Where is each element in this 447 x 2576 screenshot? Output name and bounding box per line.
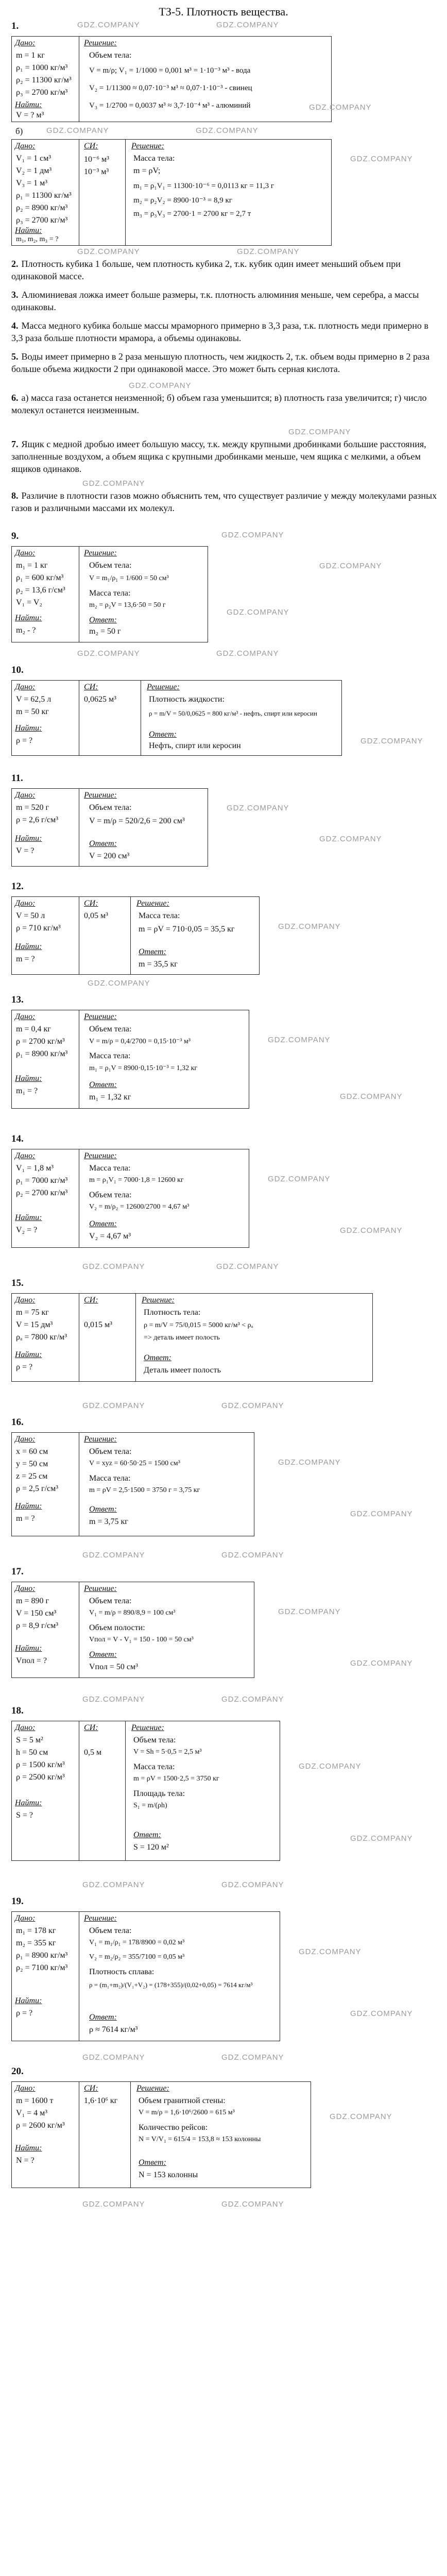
solution-line: ρ = m/V = 50/0,0625 = 800 кг/м³ - нефть, спирт или керосин xyxy=(149,709,317,717)
si-line: 0,0625 м³ xyxy=(84,695,116,704)
otvet-label: Ответ: xyxy=(144,1353,171,1362)
dano-label: Дано: xyxy=(15,549,36,557)
problem-10-number: 10. xyxy=(11,665,24,675)
reshenie-label: Решение: xyxy=(84,39,117,47)
watermark: GDZ.COMPANY xyxy=(88,979,150,988)
watermark: GDZ.COMPANY xyxy=(268,1036,331,1044)
otvet-label: Ответ: xyxy=(139,947,166,956)
dano-label: Дано: xyxy=(15,683,36,691)
given-line: ρ₂ = 13,6 г/см³ xyxy=(16,586,65,595)
given-line: m = 1 кг xyxy=(16,51,45,60)
otvet-label: Ответ: xyxy=(89,1650,117,1659)
watermark: GDZ.COMPANY xyxy=(319,835,382,843)
text-answer: 6. а) масса газа останется неизменной; б) объем газа уменьшится; в) плотность газа увеличится; г) число молекул останется неизменным. xyxy=(11,393,427,415)
solution-line: Масса тела: xyxy=(139,911,180,920)
solution-line: m₂ = ρ₂V₂ = 8900·10⁻³ = 8,9 кг xyxy=(133,196,232,205)
find-line: m = ? xyxy=(16,955,35,963)
answer-line: Деталь имеет полость xyxy=(144,1366,221,1375)
solution-line: m = ρV = 710·0,05 = 35,5 кг xyxy=(139,925,235,934)
solution-line: Объем тела: xyxy=(89,1447,132,1456)
answer-line: m₂ = 50 г xyxy=(89,627,121,636)
given-line: V₁ = 4 м³ xyxy=(16,2109,48,2117)
solution-line: Количество рейсов: xyxy=(139,2123,208,2132)
problem-13-number: 13. xyxy=(11,994,24,1005)
given-line: ρ₁ = 8900 кг/м³ xyxy=(16,1951,68,1960)
watermark: GDZ.COMPANY xyxy=(82,1262,145,1271)
reshenie-label: Решение: xyxy=(84,549,117,557)
problem-17-solution-box xyxy=(11,1582,254,1678)
problem-9-number: 9. xyxy=(11,531,19,541)
problem-18-number: 18. xyxy=(11,1705,24,1716)
answer-line: S = 120 м² xyxy=(133,1843,169,1852)
reshenie-label: Решение: xyxy=(136,2084,169,2093)
reshenie-label: Решение: xyxy=(84,791,117,800)
solution-line: V = m/ρ = 0,4/2700 = 0,15·10⁻³ м³ xyxy=(89,1038,191,1045)
otvet-label: Ответ: xyxy=(89,1505,117,1514)
naiti-label: Найти: xyxy=(15,1074,42,1083)
sub-label: б) xyxy=(15,126,23,136)
given-line: ρ = 1500 кг/м³ xyxy=(16,1760,65,1769)
solution-line: V₂ = m/ρ₂ = 12600/2700 = 4,67 м³ xyxy=(89,1203,190,1211)
given-line: V = 150 см³ xyxy=(16,1609,57,1618)
find-line: ρ = ? xyxy=(16,736,33,745)
given-line: h = 50 см xyxy=(16,1748,48,1757)
watermark: GDZ.COMPANY xyxy=(350,1510,413,1518)
given-line: m = 75 кг xyxy=(16,1308,49,1317)
otvet-label: Ответ: xyxy=(89,839,117,848)
text-answer: 5. Воды имеет примерно в 2 раза меньшую плотность, чем жидкость 2, т.к. объем воды примерно в 2 раза больше объема жидкости 2 при одинаковой массе. Это может быть серная кислота. xyxy=(11,351,430,374)
given-line: S = 5 м² xyxy=(16,1736,43,1744)
watermark: GDZ.COMPANY xyxy=(82,1551,145,1560)
problem-12-solution-box xyxy=(11,896,260,975)
otvet-label: Ответ: xyxy=(89,616,117,624)
si-label: СИ: xyxy=(84,1296,98,1304)
problem-1b-solution-box xyxy=(11,139,332,246)
given-line: m₂ = 355 кг xyxy=(16,1939,56,1947)
reshenie-label: Решение: xyxy=(84,1012,117,1021)
si-line: 0,05 м³ xyxy=(84,911,108,920)
reshenie-label: Решение: xyxy=(131,1723,164,1732)
solution-line: m = ρV = 1500·2,5 = 3750 кг xyxy=(133,1775,219,1783)
problem-9-solution-box xyxy=(11,546,208,642)
find-line: ρ = ? xyxy=(16,1363,33,1371)
solution-line: V₂ = 1/11300 ≈ 0,07·10⁻³ м³ ≈ 0,07·1·10⁻³ - свинец xyxy=(89,84,252,92)
watermark: GDZ.COMPANY xyxy=(82,1695,145,1704)
naiti-label: Найти: xyxy=(15,1644,42,1653)
solution-line: V = xyz = 60·50·25 = 1500 см³ xyxy=(89,1460,180,1467)
otvet-label: Ответ: xyxy=(133,1831,161,1839)
naiti-label: Найти: xyxy=(15,724,42,733)
given-line: ρ₁ = 7000 кг/м³ xyxy=(16,1176,68,1185)
solution-line: ρ = (m₁+m₂)/(V₁+V₂) = (178+355)/(0,02+0,05) = 7614 кг/м³ xyxy=(89,1981,253,1989)
given-line: ρ = 2,6 г/см³ xyxy=(16,816,59,824)
given-line: ρ = 2600 кг/м³ xyxy=(16,2121,65,2130)
given-line: ρ = 2,5 г/см³ xyxy=(16,1484,59,1493)
given-line: ρ = 2700 кг/м³ xyxy=(16,1037,65,1046)
solution-line: V₁ = m₁/ρ₁ = 178/8900 = 0,02 м³ xyxy=(89,1939,185,1946)
dano-label: Дано: xyxy=(15,1435,36,1444)
answer-line: m = 3,75 кг xyxy=(89,1517,128,1526)
given-line: V₁ = 1 см³ xyxy=(16,154,51,163)
answer-line: Vпол = 50 см³ xyxy=(89,1663,138,1671)
si-line: 10⁻³ м³ xyxy=(84,167,109,176)
solution-line: m₃ = ρ₃V₃ = 2700·1 = 2700 кг = 2,7 т xyxy=(133,210,251,218)
reshenie-label: Решение: xyxy=(136,899,169,908)
watermark: GDZ.COMPANY xyxy=(299,1947,362,1956)
answer-line: N = 153 колонны xyxy=(139,2171,198,2179)
solution-line: Объем тела: xyxy=(89,1597,132,1605)
watermark: GDZ.COMPANY xyxy=(227,608,289,617)
watermark: GDZ.COMPANY xyxy=(330,2112,392,2121)
solution-line: Объем тела: xyxy=(133,1736,176,1744)
given-line: ρ₁ = 11300 кг/м³ xyxy=(16,191,72,200)
solution-line: V₂ = m₂/ρ₂ = 355/7100 = 0,05 м³ xyxy=(89,1953,185,1961)
text-answer: 2. Плотность кубика 1 больше, чем плотность кубика 2, т.к. кубик один имеет меньший объем при одинаковой массе. xyxy=(11,259,401,281)
naiti-label: Найти: xyxy=(15,614,42,622)
naiti-label: Найти: xyxy=(15,1996,42,2005)
given-line: m₁ = 178 кг xyxy=(16,1926,56,1935)
naiti-label: Найти: xyxy=(15,1502,42,1511)
solution-line: V = m/ρ = 1,6·10⁶/2600 = 615 м³ xyxy=(139,2109,235,2116)
solution-line: V₃ = 1/2700 = 0,0037 м³ ≈ 3,7·10⁻⁴ м³ - алюминий xyxy=(89,101,251,110)
given-line: m = 50 кг xyxy=(16,707,49,716)
watermark: GDZ.COMPANY xyxy=(221,1880,284,1889)
watermark: GDZ.COMPANY xyxy=(216,1262,279,1271)
solution-line: Объем тела: xyxy=(89,561,132,570)
naiti-label: Найти: xyxy=(15,226,42,235)
solution-line: Плотность тела: xyxy=(144,1308,201,1317)
find-line: m = ? xyxy=(16,1514,35,1523)
reshenie-label: Решение: xyxy=(84,1151,117,1160)
otvet-label: Ответ: xyxy=(139,2158,166,2167)
solution-line: N = V/V₁ = 615/4 = 153,8 ≈ 153 колонны xyxy=(139,2136,261,2143)
given-line: V₁ = 1,8 м³ xyxy=(16,1164,54,1173)
naiti-label: Найти: xyxy=(15,2144,42,2153)
solution-line: Объем тела: xyxy=(89,1191,132,1199)
given-line: ρ = 2500 кг/м³ xyxy=(16,1773,65,1782)
dano-label: Дано: xyxy=(15,2084,36,2093)
find-line: V₂ = ? xyxy=(16,1226,38,1234)
text-answer: 8. Различие в плотности газов можно объяснить тем, что существует различие у между молекулами разных газов и различными массами их молекул. xyxy=(11,490,437,513)
solution-line: V = m/ρ; V₁ = 1/1000 = 0,001 м³ = 1·10⁻³ м³ - вода xyxy=(89,66,251,75)
watermark: GDZ.COMPANY xyxy=(299,1762,362,1771)
watermark: GDZ.COMPANY xyxy=(129,381,192,390)
solution-line: V = m₁/ρ₁ = 1/600 = 50 см³ xyxy=(89,574,169,582)
naiti-label: Найти: xyxy=(15,1799,42,1807)
watermark: GDZ.COMPANY xyxy=(216,649,279,658)
problem-19-solution-box xyxy=(11,1911,280,2041)
watermark: GDZ.COMPANY xyxy=(340,1226,403,1235)
watermark: GDZ.COMPANY xyxy=(221,2200,284,2209)
problem-19-number: 19. xyxy=(11,1896,24,1907)
solution-line: Масса тела: xyxy=(89,1164,131,1173)
solution-line: Масса тела: xyxy=(133,1762,175,1771)
watermark: GDZ.COMPANY xyxy=(350,1834,413,1843)
solution-line: Масса тела: xyxy=(133,154,175,163)
naiti-label: Найти: xyxy=(15,834,42,843)
answer-line: m = 35,5 кг xyxy=(139,960,178,969)
given-line: ρₐ = 7800 кг/м³ xyxy=(16,1333,67,1342)
watermark: GDZ.COMPANY xyxy=(278,1458,341,1467)
given-line: m = 890 г xyxy=(16,1597,49,1605)
naiti-label: Найти: xyxy=(15,942,42,951)
given-line: V = 15 дм³ xyxy=(16,1320,53,1329)
dano-label: Дано: xyxy=(15,791,36,800)
dano-label: Дано: xyxy=(15,1296,36,1304)
problem-1-number: 1. xyxy=(11,21,19,31)
problem-12-number: 12. xyxy=(11,881,24,892)
text-answer: 7. Ящик с медной дробью имеет большую массу, т.к. между крупными дробинками большие расстояния, заполненные воздухом, а объем ящика с крупными дробинками меньше, чем ящика с мелкими, а объем ящиков одинаков. xyxy=(11,439,426,474)
dano-label: Дано: xyxy=(15,142,36,150)
otvet-label: Ответ: xyxy=(89,1080,117,1089)
given-line: m = 0,4 кг xyxy=(16,1025,51,1033)
solution-line: Объем полости: xyxy=(89,1623,145,1632)
solution-line: Площадь тела: xyxy=(133,1789,185,1798)
solution-line: Объем тела: xyxy=(89,51,132,60)
reshenie-label: Решение: xyxy=(84,1914,117,1923)
answer-line: m₁ = 1,32 кг xyxy=(89,1093,131,1101)
problem-15-number: 15. xyxy=(11,1278,24,1289)
watermark: GDZ.COMPANY xyxy=(237,247,300,256)
reshenie-label: Решение: xyxy=(84,1435,117,1444)
find-line: N = ? xyxy=(16,2156,35,2165)
problem-1-solution-box xyxy=(11,36,332,122)
watermark: GDZ.COMPANY xyxy=(350,2009,413,2018)
given-line: z = 25 см xyxy=(16,1472,48,1481)
problem-11-solution-box xyxy=(11,788,208,867)
solution-line: Плотность сплава: xyxy=(89,1968,154,1976)
watermark: GDZ.COMPANY xyxy=(82,2053,145,2062)
watermark: GDZ.COMPANY xyxy=(278,1607,341,1616)
si-line: 1,6·10⁶ кг xyxy=(84,2096,118,2105)
problem-17-number: 17. xyxy=(11,1566,24,1577)
watermark: GDZ.COMPANY xyxy=(82,479,145,488)
given-line: ρ₁ = 600 кг/м³ xyxy=(16,573,64,582)
solution-line: Масса тела: xyxy=(89,1474,131,1483)
given-line: m₁ = 1 кг xyxy=(16,561,48,570)
otvet-label: Ответ: xyxy=(89,2013,117,2022)
solution-line: m = ρ₁V₁ = 7000·1,8 = 12600 кг xyxy=(89,1176,184,1184)
si-label: СИ: xyxy=(84,899,98,908)
solution-line: Плотность жидкости: xyxy=(149,695,225,704)
solution-line: m = ρV; xyxy=(133,166,161,175)
watermark: GDZ.COMPANY xyxy=(221,531,284,539)
answer-line: ρ ≈ 7614 кг/м³ xyxy=(89,2025,138,2034)
find-line: V = ? м³ xyxy=(16,111,44,120)
given-line: ρ₂ = 8900 кг/м³ xyxy=(16,204,68,212)
answer-line: V = 200 см³ xyxy=(89,852,130,860)
watermark: GDZ.COMPANY xyxy=(221,1551,284,1560)
given-line: V₁ = V₂ xyxy=(16,598,42,607)
watermark: GDZ.COMPANY xyxy=(221,2053,284,2062)
find-line: ρ = ? xyxy=(16,2009,33,2018)
si-label: СИ: xyxy=(84,1723,98,1732)
solution-line: m = ρV = 2,5·1500 = 3750 г = 3,75 кг xyxy=(89,1486,200,1494)
given-line: V₂ = 1 дм³ xyxy=(16,166,52,175)
solution-line: Масса тела: xyxy=(89,589,131,598)
solution-line: m₁ = ρ₁V = 8900·0,15·10⁻³ = 1,32 кг xyxy=(89,1064,198,1072)
given-line: ρ = 8,9 г/см³ xyxy=(16,1621,59,1630)
si-label: СИ: xyxy=(84,683,98,691)
dano-label: Дано: xyxy=(15,1914,36,1923)
watermark: GDZ.COMPANY xyxy=(221,1695,284,1704)
solution-line: Объем тела: xyxy=(89,803,132,812)
si-line: 0,5 м xyxy=(84,1748,102,1757)
given-line: x = 60 см xyxy=(16,1447,48,1456)
problem-15-solution-box xyxy=(11,1293,373,1382)
reshenie-label: Решение: xyxy=(131,142,164,150)
problem-14-number: 14. xyxy=(11,1133,24,1144)
dano-label: Дано: xyxy=(15,39,36,47)
given-line: ρ₂ = 2700 кг/м³ xyxy=(16,1189,68,1197)
watermark: GDZ.COMPANY xyxy=(77,649,140,658)
problem-13-solution-box xyxy=(11,1010,249,1109)
find-line: Vпол = ? xyxy=(16,1656,47,1665)
solution-line: V = m/ρ = 520/2,6 = 200 см³ xyxy=(89,817,185,825)
answer-line: Нефть, спирт или керосин xyxy=(149,741,241,750)
given-line: y = 50 см xyxy=(16,1460,48,1468)
given-line: ρ₂ = 7100 кг/м³ xyxy=(16,1963,68,1972)
reshenie-label: Решение: xyxy=(84,1584,117,1593)
watermark: GDZ.COMPANY xyxy=(227,804,289,812)
solution-line: m₂ = ρ₂V = 13,6·50 = 50 г xyxy=(89,601,166,609)
watermark: GDZ.COMPANY xyxy=(196,126,259,135)
problem-11-number: 11. xyxy=(11,773,23,784)
find-line: m₁, m₂, m₃ = ? xyxy=(16,235,59,243)
solution-line: Объем гранитной стены: xyxy=(139,2096,226,2105)
naiti-label: Найти: xyxy=(15,1213,42,1222)
otvet-label: Ответ: xyxy=(89,1219,117,1228)
naiti-label: Найти: xyxy=(15,100,42,109)
si-line: 0,015 м³ xyxy=(84,1320,112,1329)
find-line: S = ? xyxy=(16,1811,33,1820)
solution-line: Масса тела: xyxy=(89,1052,131,1060)
text-answer: 3. Алюминиевая ложка имеет больше размеры, т.к. плотность алюминия меньше, чем серебра, а массы одинаковы. xyxy=(11,290,419,312)
solution-line: Объем тела: xyxy=(89,1926,132,1935)
dano-label: Дано: xyxy=(15,1012,36,1021)
given-line: ρ = 710 кг/м³ xyxy=(16,924,61,933)
find-line: V = ? xyxy=(16,846,35,855)
watermark: GDZ.COMPANY xyxy=(278,922,341,931)
watermark: GDZ.COMPANY xyxy=(340,1092,403,1101)
text-answer: 4. Масса медного кубика больше массы мраморного примерно в 3,3 раза, т.к. плотность меди примерно в 3,3 раза больше плотности мрамора, а объемы одинаковы. xyxy=(11,320,428,343)
watermark: GDZ.COMPANY xyxy=(77,247,140,256)
solution-line: S₁ = m/(ρh) xyxy=(133,1802,167,1809)
watermark: GDZ.COMPANY xyxy=(360,737,423,745)
given-line: m = 1600 т xyxy=(16,2096,54,2105)
given-line: ρ₃ = 2700 кг/м³ xyxy=(16,88,68,97)
problem-20-solution-box xyxy=(11,2081,311,2188)
page-title: ТЗ-5. Плотность вещества. xyxy=(159,5,288,18)
answer-line: V₂ = 4,67 м³ xyxy=(89,1232,131,1241)
solution-line: => деталь имеет полость xyxy=(144,1334,220,1342)
dano-label: Дано: xyxy=(15,1584,36,1593)
problem-14-solution-box xyxy=(11,1149,249,1248)
given-line: ρ₂ = 11300 кг/м³ xyxy=(16,76,72,84)
given-line: V₃ = 1 м³ xyxy=(16,179,48,188)
solution-line: Vпол = V - V₁ = 150 - 100 = 50 см³ xyxy=(89,1636,194,1643)
problem-18-solution-box xyxy=(11,1721,280,1861)
solution-line: V₁ = m/ρ = 890/8,9 = 100 см³ xyxy=(89,1609,176,1617)
find-line: m₂ - ? xyxy=(16,626,36,635)
given-line: ρ₁ = 8900 кг/м³ xyxy=(16,1049,68,1058)
given-line: ρ₃ = 2700 кг/м³ xyxy=(16,216,68,225)
si-label: СИ: xyxy=(84,2084,98,2093)
given-line: m = 520 г xyxy=(16,803,49,812)
watermark: GDZ.COMPANY xyxy=(288,428,351,436)
watermark: GDZ.COMPANY xyxy=(46,126,109,135)
given-line: V = 62,5 л xyxy=(16,695,51,704)
solution-line: Объем тела: xyxy=(89,1025,132,1033)
watermark: GDZ.COMPANY xyxy=(216,21,279,29)
given-line: V = 50 л xyxy=(16,911,45,920)
reshenie-label: Решение: xyxy=(147,683,180,691)
problem-20-number: 20. xyxy=(11,2066,24,2077)
problem-16-solution-box xyxy=(11,1432,254,1536)
reshenie-label: Решение: xyxy=(142,1296,175,1304)
naiti-label: Найти: xyxy=(15,1350,42,1359)
solution-line: V = Sh = 5·0,5 = 2,5 м³ xyxy=(133,1748,202,1756)
solution-line: m₁ = ρ₁V₁ = 11300·10⁻⁶ = 0,0113 кг = 11,3 г xyxy=(133,182,274,190)
find-line: m₁ = ? xyxy=(16,1087,38,1095)
si-label: СИ: xyxy=(84,142,98,150)
watermark: GDZ.COMPANY xyxy=(350,1659,413,1668)
watermark: GDZ.COMPANY xyxy=(309,103,372,112)
watermark: GDZ.COMPANY xyxy=(82,2200,145,2209)
watermark: GDZ.COMPANY xyxy=(221,1401,284,1410)
dano-label: Дано: xyxy=(15,899,36,908)
problem-16-number: 16. xyxy=(11,1417,24,1428)
solution-line: ρ = m/V = 75/0,015 = 5000 кг/м³ < ρₐ xyxy=(144,1321,253,1329)
watermark: GDZ.COMPANY xyxy=(350,155,413,163)
watermark: GDZ.COMPANY xyxy=(77,21,140,29)
otvet-label: Ответ: xyxy=(149,730,177,739)
watermark: GDZ.COMPANY xyxy=(82,1880,145,1889)
watermark: GDZ.COMPANY xyxy=(82,1401,145,1410)
si-line: 10⁻⁶ м³ xyxy=(84,155,109,164)
problem-10-solution-box xyxy=(11,680,342,756)
watermark: GDZ.COMPANY xyxy=(319,562,382,570)
watermark: GDZ.COMPANY xyxy=(268,1175,331,1183)
dano-label: Дано: xyxy=(15,1723,36,1732)
dano-label: Дано: xyxy=(15,1151,36,1160)
given-line: ρ₁ = 1000 кг/м³ xyxy=(16,63,68,72)
